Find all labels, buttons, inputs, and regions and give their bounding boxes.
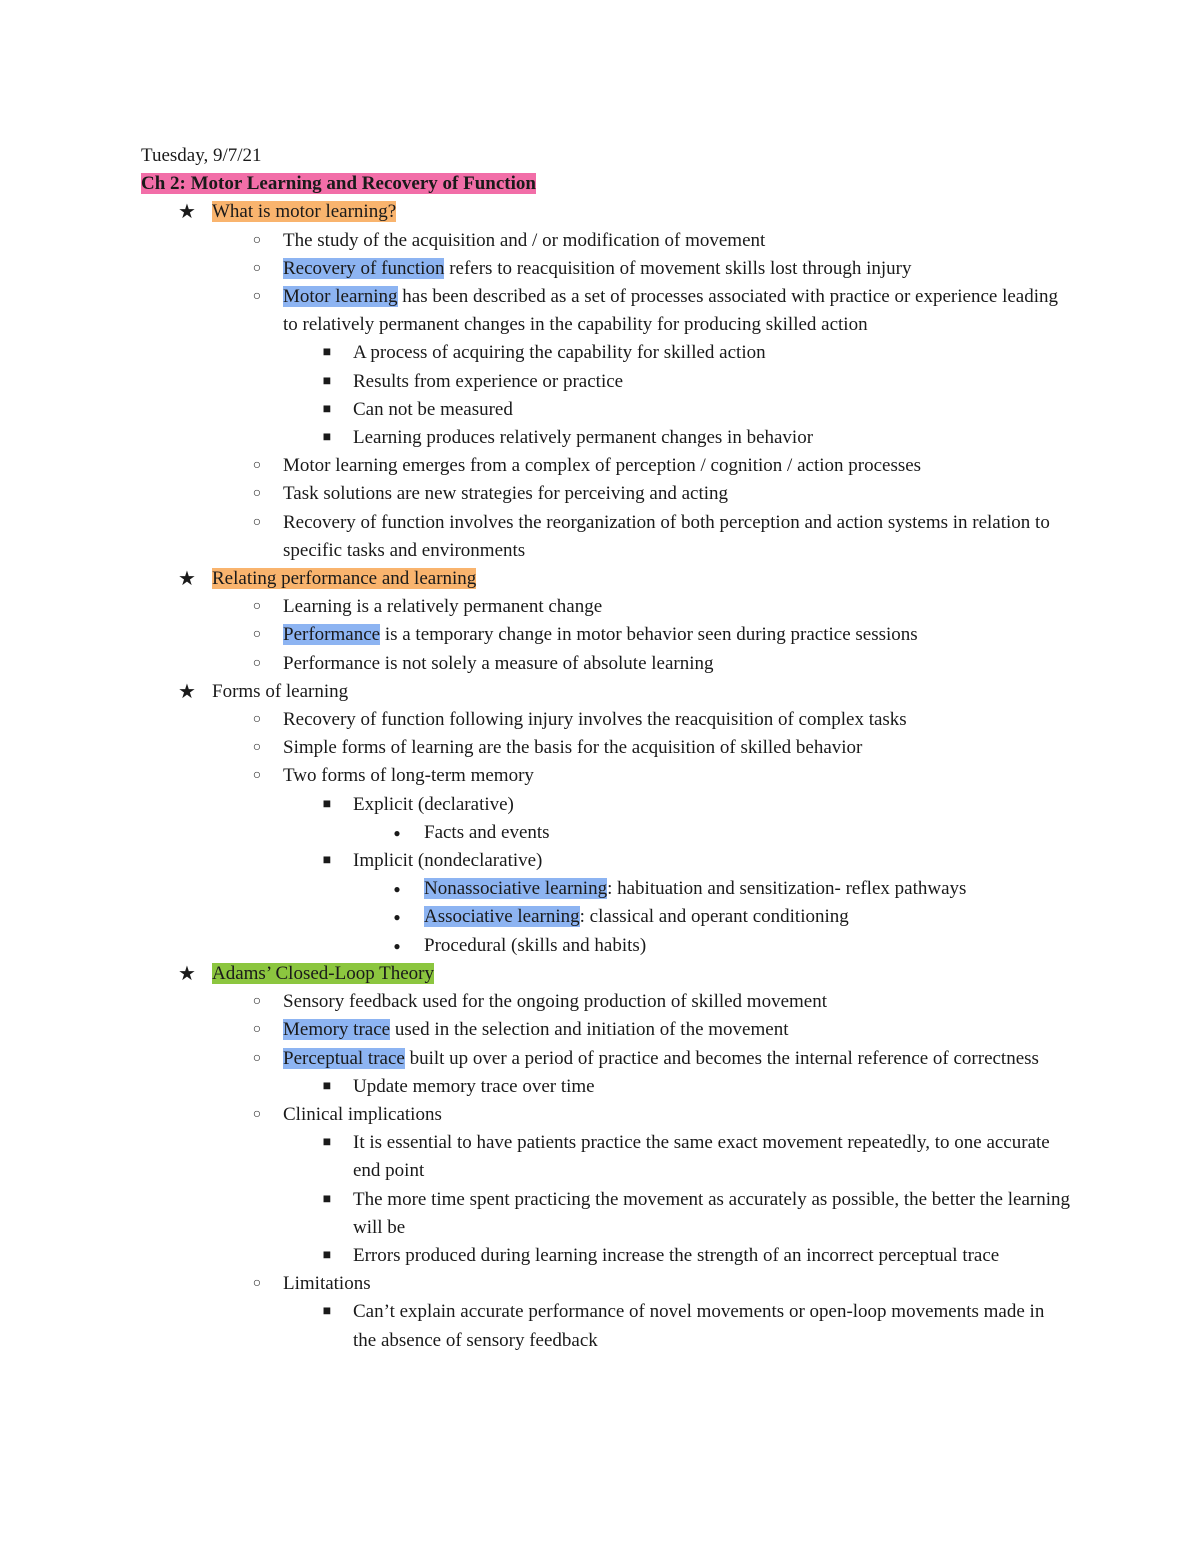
term-highlight: Perceptual trace [283, 1047, 405, 1069]
item-text: The more time spent practicing the movement as accurately as possible, the better the learning will be [353, 1188, 1070, 1238]
list-item [141, 706, 1071, 734]
square-bullet-icon: ■ [322, 345, 332, 361]
star-icon: ★ [178, 201, 196, 224]
page-title: Ch 2: Motor Learning and Recovery of Function [141, 173, 536, 195]
section-heading-performance [141, 565, 1071, 593]
term-highlight: Recovery of function [283, 257, 445, 279]
square-bullet-icon: ■ [322, 430, 332, 446]
list-item [141, 1129, 1071, 1185]
term-highlight: Memory trace [283, 1019, 391, 1041]
item-text: Results from experience or practice [353, 370, 624, 392]
dot-bullet-icon: ● [393, 882, 401, 897]
item-text: It is essential to have patients practice the same exact movement repeatedly, to one accurate end point [353, 1132, 1050, 1182]
list-item [141, 593, 1071, 621]
dot-bullet-icon: ● [393, 825, 401, 840]
list-item [141, 1016, 1071, 1044]
list-item [141, 1186, 1071, 1242]
item-text: Recovery of function involves the reorganization of both perception and action systems in relation to specific tasks and environments [283, 511, 1050, 561]
list-item [141, 1101, 1071, 1129]
list-item [141, 1045, 1071, 1073]
item-text: Implicit (nondeclarative) [353, 850, 543, 872]
list-item [141, 283, 1071, 339]
list-item [141, 650, 1071, 678]
item-text: Limitations [283, 1273, 371, 1295]
item-text: The study of the acquisition and / or modification of movement [283, 229, 766, 251]
item-text: is a temporary change in motor behavior seen during practice sessions [380, 624, 918, 646]
list-item [141, 762, 1071, 790]
list-item [141, 621, 1071, 649]
term-highlight: Nonassociative learning [424, 878, 608, 900]
section-heading-motor-learning [141, 198, 1071, 226]
square-bullet-icon: ■ [322, 853, 332, 869]
circle-bullet-icon: ○ [252, 712, 262, 728]
circle-bullet-icon: ○ [252, 1022, 262, 1038]
square-bullet-icon: ■ [322, 1135, 332, 1151]
circle-bullet-icon: ○ [252, 994, 262, 1010]
list-item [141, 396, 1071, 424]
item-text: refers to reacquisition of movement skills lost through injury [444, 257, 912, 279]
heading-text: Adams’ Closed-Loop Theory [212, 962, 434, 984]
list-item [141, 932, 1071, 960]
item-text: A process of acquiring the capability for skilled action [353, 342, 766, 364]
star-icon: ★ [178, 568, 196, 591]
item-text: has been described as a set of processes associated with practice or experience leading to relatively permanent changes in the capability for producing skilled action [283, 286, 1059, 336]
title-line [141, 170, 1071, 198]
circle-bullet-icon: ○ [252, 232, 262, 248]
item-text: Update memory trace over time [353, 1075, 595, 1097]
item-text: Can’t explain accurate performance of novel movements or open-loop movements made in the absence of sensory feedback [353, 1301, 1045, 1351]
term-highlight: Performance [283, 624, 381, 646]
item-text: : classical and operant conditioning [579, 906, 849, 928]
list-item [141, 1270, 1071, 1298]
circle-bullet-icon: ○ [252, 655, 262, 671]
list-item [141, 452, 1071, 480]
item-text: Explicit (declarative) [353, 793, 514, 815]
heading-text: What is motor learning? [212, 201, 397, 223]
square-bullet-icon: ■ [322, 1304, 332, 1320]
circle-bullet-icon: ○ [252, 486, 262, 502]
list-item [141, 1073, 1071, 1101]
square-bullet-icon: ■ [322, 373, 332, 389]
circle-bullet-icon: ○ [252, 627, 262, 643]
date-text: Tuesday, 9/7/21 [141, 145, 262, 166]
list-item [141, 1242, 1071, 1270]
item-text: Learning is a relatively permanent change [283, 596, 603, 618]
circle-bullet-icon: ○ [252, 1106, 262, 1122]
circle-bullet-icon: ○ [252, 514, 262, 530]
dot-bullet-icon: ● [393, 910, 401, 925]
item-text: Clinical implications [283, 1103, 442, 1125]
star-icon: ★ [178, 680, 196, 703]
list-item [141, 734, 1071, 762]
square-bullet-icon: ■ [322, 796, 332, 812]
dot-bullet-icon: ● [393, 938, 401, 953]
item-text: Performance is not solely a measure of absolute learning [283, 652, 714, 674]
circle-bullet-icon: ○ [252, 289, 262, 305]
list-item [141, 875, 1071, 903]
document-body [141, 142, 1071, 1355]
term-highlight: Motor learning [283, 286, 398, 308]
heading-text: Relating performance and learning [212, 568, 477, 590]
circle-bullet-icon: ○ [252, 1050, 262, 1066]
list-item [141, 903, 1071, 931]
circle-bullet-icon: ○ [252, 768, 262, 784]
item-text: built up over a period of practice and becomes the internal reference of correctness [404, 1047, 1039, 1069]
item-text: Sensory feedback used for the ongoing production of skilled movement [283, 991, 828, 1013]
item-text: Facts and events [424, 821, 550, 843]
circle-bullet-icon: ○ [252, 1276, 262, 1292]
item-text: Can not be measured [353, 398, 513, 420]
star-icon: ★ [178, 962, 196, 985]
item-text: Simple forms of learning are the basis for the acquisition of skilled behavior [283, 737, 863, 759]
term-highlight: Associative learning [424, 906, 580, 928]
square-bullet-icon: ■ [322, 401, 332, 417]
list-item [141, 791, 1071, 819]
list-item [141, 480, 1071, 508]
list-item [141, 368, 1071, 396]
list-item [141, 339, 1071, 367]
section-heading-adams [141, 960, 1071, 988]
item-text: used in the selection and initiation of the movement [390, 1019, 789, 1041]
list-item [141, 509, 1071, 565]
circle-bullet-icon: ○ [252, 599, 262, 615]
list-item [141, 424, 1071, 452]
square-bullet-icon: ■ [322, 1078, 332, 1094]
item-text: Motor learning emerges from a complex of perception / cognition / action processes [283, 455, 922, 477]
square-bullet-icon: ■ [322, 1191, 332, 1207]
circle-bullet-icon: ○ [252, 740, 262, 756]
item-text: Two forms of long-term memory [283, 765, 534, 787]
list-item [141, 847, 1071, 875]
item-text: Errors produced during learning increase the strength of an incorrect perceptual trace [353, 1244, 1000, 1266]
list-item [141, 988, 1071, 1016]
list-item [141, 819, 1071, 847]
circle-bullet-icon: ○ [252, 260, 262, 276]
item-text: Recovery of function following injury involves the reacquisition of complex tasks [283, 709, 907, 731]
item-text: : habituation and sensitization- reflex pathways [607, 878, 967, 900]
square-bullet-icon: ■ [322, 1247, 332, 1263]
item-text: Task solutions are new strategies for perceiving and acting [283, 483, 729, 505]
list-item [141, 1298, 1071, 1354]
list-item [141, 227, 1071, 255]
item-text: Learning produces relatively permanent changes in behavior [353, 427, 814, 449]
heading-text: Forms of learning [212, 680, 349, 702]
date-line [141, 142, 1071, 170]
circle-bullet-icon: ○ [252, 458, 262, 474]
list-item [141, 255, 1071, 283]
item-text: Procedural (skills and habits) [424, 934, 647, 956]
section-heading-forms [141, 678, 1071, 706]
